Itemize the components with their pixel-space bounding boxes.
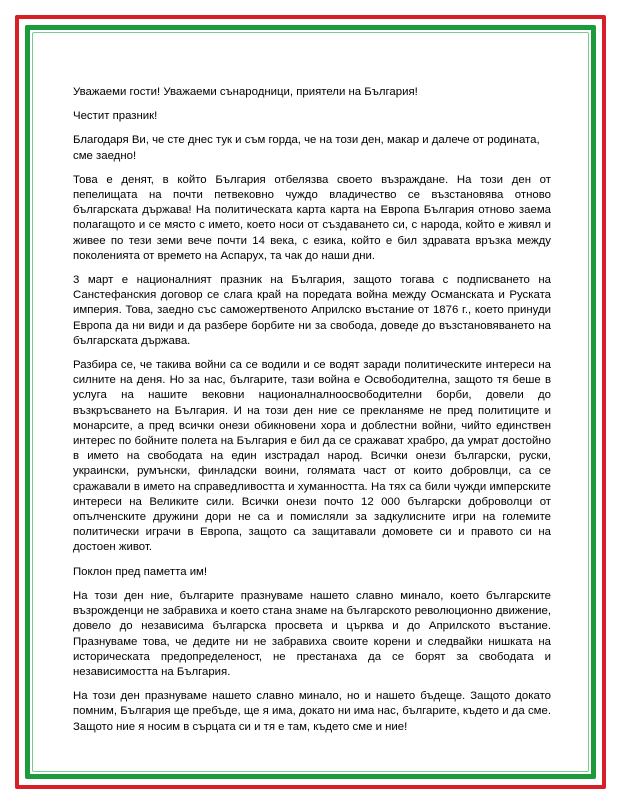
paragraph-future: На този ден празнуваме нашето славно минало, но и нашето бъдеще. Защото докато помним, България ще пребъде, ще я има, докато ни има нас, българите, където и да сме. Защото ние я носим в сърцата си и тя е там, където сме и ние! bbox=[73, 690, 551, 733]
paragraph-third-march: 3 март е националният празник на България, защото тогава с подписването на Санстефанския договор се слага край на поредата война между Османската и Руската империя. Това, заедно със саможертвеното Априлско въстание от 1876 г., което принуди Европа да ни види и да разбере борбите ни за свобода, доведе до възстановяването на българската държава. bbox=[73, 274, 551, 347]
holiday-wish: Честит празник! bbox=[73, 110, 158, 123]
letter-body bbox=[73, 85, 551, 744]
paragraph-liberation-war: Разбира се, че такива войни са се водили и се водят заради политическите интереси на силните на деня. Но за нас, българите, тази война е Освободителна, защото тя беше в услуга на нашите вековни националналноосвободителни борби, довели до възкръсването на България. И на този ден ние се прекланяме не пред политиците и монарсите, а пред всички онези обикновени хора и доблестни войни, чийто единствен интерес по бойните полета на България е бил да се сражават храбро, да умрат достойно в името на свободата на един изстрадал народ. Всички онези български, руски, украински, румънски, финладски воини, голямата част от които добровлци, са се сражавали в името на справедливостта и хуманността. На тях са били чужди имперските интереси на Великите сили. Всички онези почто 12 000 български доброволци от опълченските дружини дори не са и помисляли за задкулисните игри на големите политически играчи в Европа, защото са защитавали домовете си и правото си на достоен живот. bbox=[73, 359, 551, 554]
thanks-paragraph: Благодаря Ви, че сте днес тук и съм горда, че на този ден, макар и далече от родината, сме заедно! bbox=[73, 134, 540, 162]
greeting: Уважаеми гости! Уважаеми сънародници, приятели на България! bbox=[73, 86, 418, 98]
tribute-line: Поклон пред паметта им! bbox=[73, 565, 208, 578]
paragraph-glorious-past: На този ден ние, българите празнуваме нашето славно минало, което българските възрожденци не забравиха и което стана знаме на българското революционно движение, довело до независима българска просвета и църква и до Априлското въстание. Празнуваме това, че дедите ни не забравиха своите корени и следвайки нишката на историческата предопределеност, не престанаха да се борят за свободата и независимостта на България. bbox=[73, 589, 551, 678]
paragraph-revival: Това е денят, в който България отбелязва своето възраждане. На този ден от пепелищата на почти петвековно чуждо владичество се възстановява отново българската държава! На политическата карта карта на Европа България отново заема полагащото и се място с името, което носи от създаването си, с народа, който е живял и живее по тези земи вече почти 14 века, с езика, който е бил здравата връзка между поколенията от времето на Аспарух, та чак до наши дни. bbox=[73, 173, 551, 262]
